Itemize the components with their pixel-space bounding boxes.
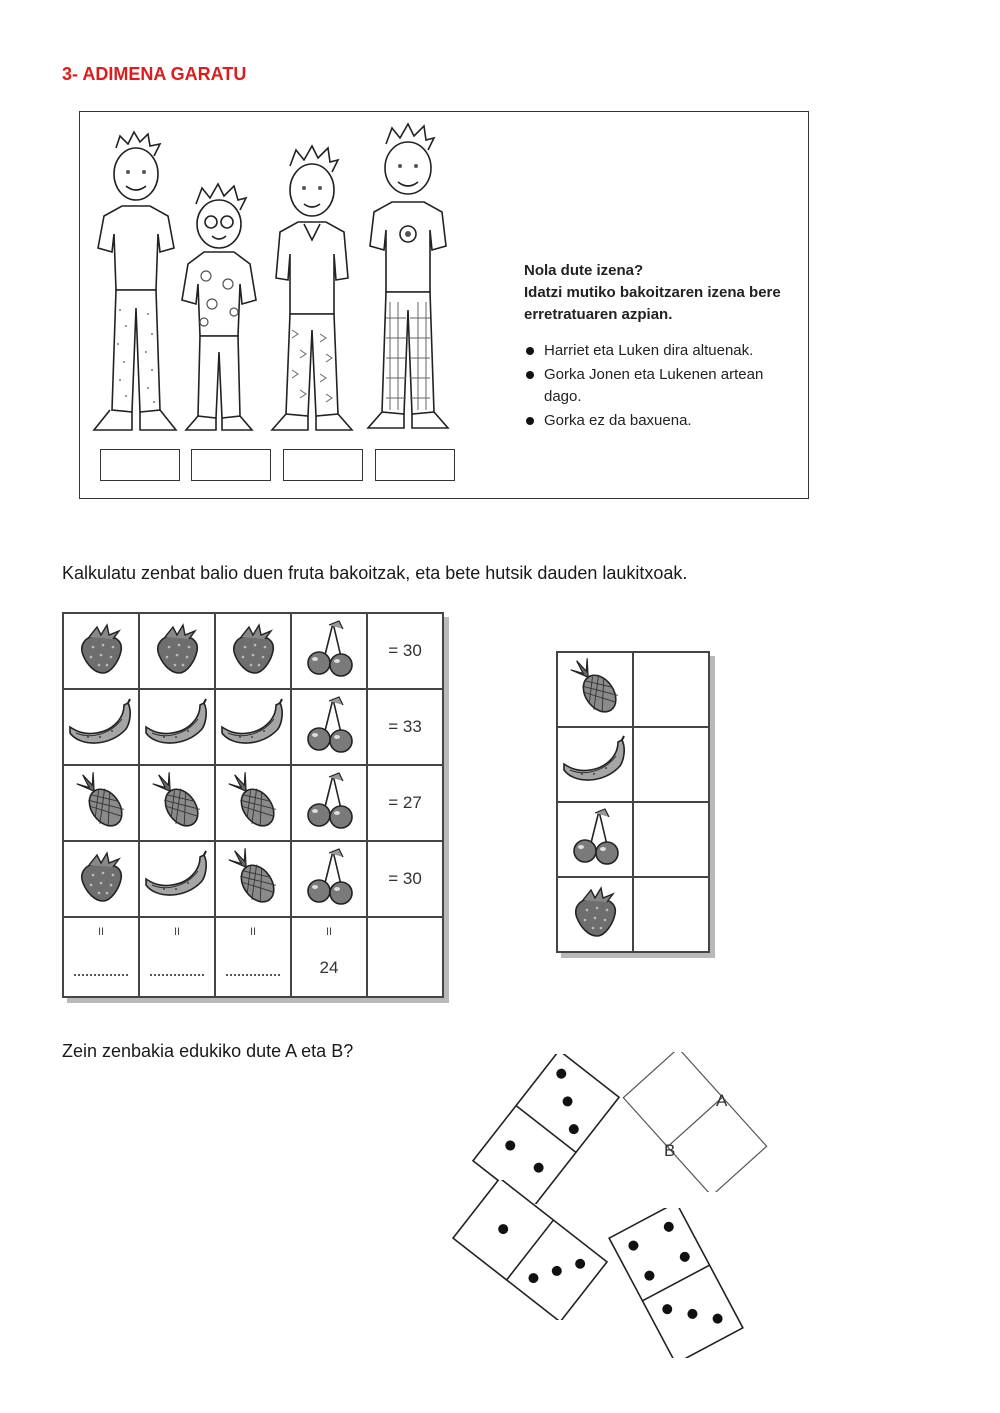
name-input-box-3[interactable]	[283, 449, 363, 481]
fruit-cell	[557, 802, 633, 877]
row-sum: = 30	[367, 841, 443, 917]
equals-sign: II	[325, 926, 333, 938]
fruit-cell	[63, 613, 139, 689]
equals-sign: II	[97, 926, 105, 938]
boy-2-illustration	[176, 180, 262, 440]
pineapple-icon	[221, 820, 285, 837]
cherry-icon	[299, 894, 359, 911]
answer-blank[interactable]	[226, 974, 280, 976]
fruit-task-prompt: Kalkulatu zenbat balio duen fruta bakoitzak, eta bete hutsik dauden laukitxoak.	[62, 563, 688, 583]
table-row	[63, 689, 443, 765]
boy-3-illustration	[266, 144, 358, 440]
fruit-cell	[291, 613, 367, 689]
strawberry-icon	[567, 927, 623, 944]
banana-icon	[66, 740, 136, 757]
fruit-cell	[63, 689, 139, 765]
table-row	[63, 841, 443, 917]
table-row	[557, 802, 709, 877]
fruit-cell	[215, 613, 291, 689]
cherry-icon	[565, 854, 625, 871]
page-heading: 3- ADIMENA GARATU	[62, 64, 247, 84]
strawberry-icon	[149, 664, 205, 681]
clue-item: Harriet eta Luken dira altuenak.	[524, 340, 804, 362]
column-total-cell[interactable]	[215, 917, 291, 997]
row-sum: = 33	[367, 689, 443, 765]
pineapple-icon	[145, 820, 209, 837]
fruit-cell	[63, 841, 139, 917]
table-row	[557, 877, 709, 952]
pineapple-icon	[221, 896, 285, 913]
clue-item: Gorka ez da baxuena.	[524, 410, 804, 432]
name-input-box-1[interactable]	[100, 449, 180, 481]
cherry-icon	[299, 818, 359, 835]
fruit-value-input[interactable]	[633, 802, 709, 877]
fruit-cell	[557, 727, 633, 802]
fruit-cell	[215, 689, 291, 765]
fruit-cell	[291, 841, 367, 917]
column-total-cell[interactable]	[139, 917, 215, 997]
name-input-box-2[interactable]	[191, 449, 271, 481]
puzzle-question: Nola dute izena?	[524, 262, 644, 279]
domino-3	[450, 1180, 610, 1325]
table-row	[557, 652, 709, 727]
clue-list	[524, 340, 804, 432]
table-row	[557, 727, 709, 802]
column-total-cell[interactable]	[63, 917, 139, 997]
column-total-value: 24	[319, 958, 339, 977]
domino-label-a: A	[716, 1091, 728, 1110]
banana-icon	[560, 777, 630, 794]
puzzle-instruction: Idatzi mutiko bakoitzaren izena bere erretratuaren azpian.	[524, 284, 781, 323]
fruit-cell	[557, 877, 633, 952]
banana-icon	[142, 892, 212, 909]
answer-blank[interactable]	[74, 974, 128, 976]
row-sum: = 27	[367, 765, 443, 841]
fruit-value-input[interactable]	[633, 652, 709, 727]
puzzle-instructions	[524, 260, 804, 434]
name-input-box-4[interactable]	[375, 449, 455, 481]
cherry-icon	[299, 666, 359, 683]
fruit-value-input[interactable]	[633, 877, 709, 952]
domino-label-b: B	[664, 1141, 676, 1160]
strawberry-icon	[73, 664, 129, 681]
table-row	[63, 765, 443, 841]
cherry-icon	[299, 742, 359, 759]
banana-icon	[218, 740, 288, 757]
equals-sign: II	[249, 926, 257, 938]
fruit-cell	[139, 765, 215, 841]
fruit-equation-grid	[62, 612, 444, 998]
table-row	[63, 613, 443, 689]
fruit-value-answer-grid	[556, 651, 710, 953]
answer-blank[interactable]	[150, 974, 204, 976]
name-puzzle-box	[79, 111, 809, 499]
boy-4-illustration	[360, 122, 456, 440]
fruit-cell	[139, 613, 215, 689]
equals-sign: II	[173, 926, 181, 938]
pineapple-icon	[69, 820, 133, 837]
column-total-cell	[291, 917, 367, 997]
pineapple-icon	[563, 706, 627, 723]
strawberry-icon	[73, 892, 129, 909]
table-row	[63, 917, 443, 997]
domino-task-prompt: Zein zenbakia edukiko dute A eta B?	[62, 1041, 354, 1061]
strawberry-icon	[225, 664, 281, 681]
fruit-cell	[215, 841, 291, 917]
fruit-cell	[63, 765, 139, 841]
fruit-cell	[139, 689, 215, 765]
fruit-cell	[557, 652, 633, 727]
domino-unknown-ab	[620, 1052, 770, 1197]
fruit-value-input[interactable]	[633, 727, 709, 802]
row-sum: = 30	[367, 613, 443, 689]
fruit-cell	[215, 765, 291, 841]
clue-item: Gorka Jonen eta Lukenen artean dago.	[524, 364, 804, 408]
domino-4	[606, 1208, 746, 1363]
fruit-cell	[291, 689, 367, 765]
empty-cell	[367, 917, 443, 997]
boy-1-illustration	[90, 130, 182, 440]
fruit-cell	[139, 841, 215, 917]
fruit-cell	[291, 765, 367, 841]
banana-icon	[142, 740, 212, 757]
